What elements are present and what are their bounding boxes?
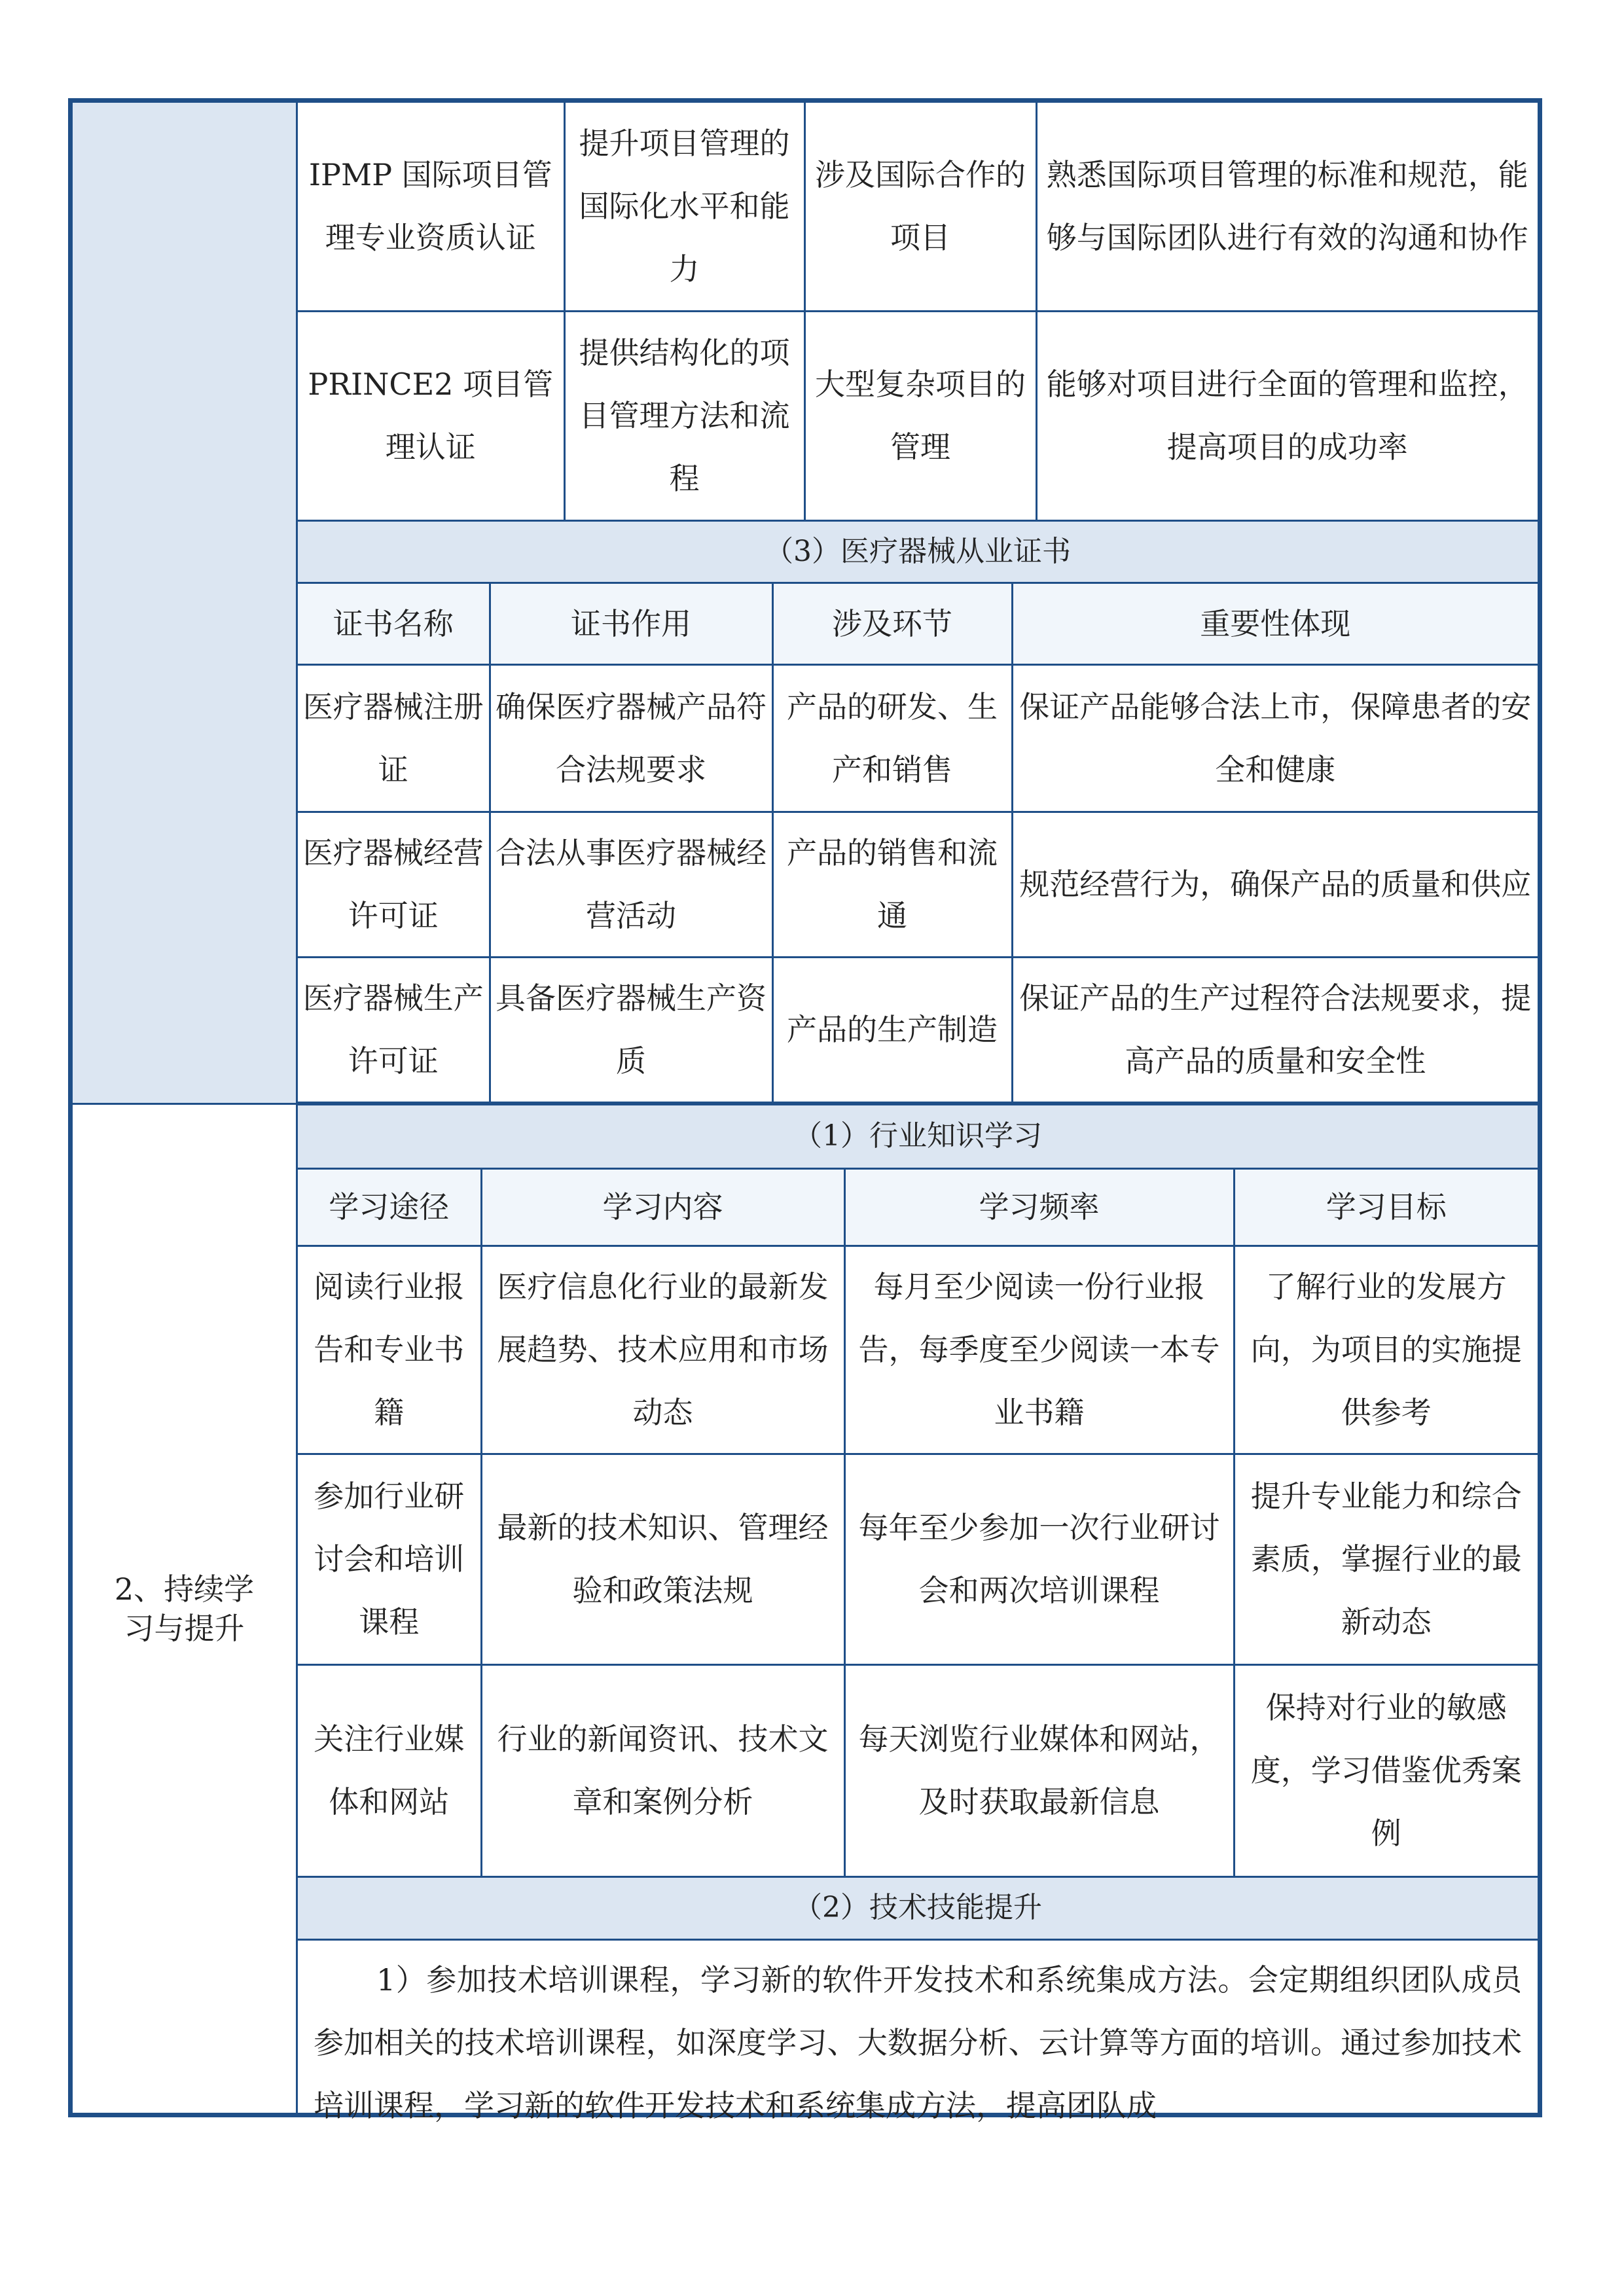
section-band: [298, 1104, 1538, 1168]
table-header-row: [298, 1168, 1538, 1246]
cert-scope: 涉及国际合作的项目: [804, 103, 1036, 311]
table-row: [298, 957, 1538, 1102]
document-frame: [68, 98, 1542, 2123]
learning-content: 行业的新闻资讯、技术文章和案例分析: [481, 1664, 844, 1876]
learning-goal: 了解行业的发展方向，为项目的实施提供参考: [1234, 1246, 1538, 1454]
knowledge-learning-table: [298, 1103, 1538, 1941]
column-header: 重要性体现: [1012, 583, 1538, 664]
left-label-cell-section2: [73, 1105, 296, 2113]
left-label-column: [73, 103, 298, 2113]
content-area: [298, 103, 1538, 2123]
learning-goal: 提升专业能力和综合素质，掌握行业的最新动态: [1234, 1454, 1538, 1664]
cert-name: 医疗器械生产许可证: [298, 957, 490, 1102]
table-row: [298, 1246, 1538, 1454]
skills-paragraph: 1）参加技术培训课程，学习新的软件开发技术和系统集成方法。会定期组织团队成员参加相关的技术培训课程，如深度学习、大数据分析、云计算等方面的培训。通过参加技术培训课程，学习新的软件开发技术和系统集成方法，提高团队成: [314, 1962, 1522, 2123]
cert-name: PRINCE2 项目管理认证: [298, 311, 564, 520]
cert-importance: 能够对项目进行全面的管理和监控，提高项目的成功率: [1036, 311, 1538, 520]
learning-content: 医疗信息化行业的最新发展趋势、技术应用和市场动态: [481, 1246, 844, 1454]
learning-goal: 保持对行业的敏感度，学习借鉴优秀案例: [1234, 1664, 1538, 1876]
learning-way: 参加行业研讨会和培训课程: [298, 1454, 481, 1664]
table-row: [298, 664, 1538, 812]
cert-name: 医疗器械经营许可证: [298, 812, 490, 957]
table-row: [298, 103, 1538, 311]
table-row: [298, 812, 1538, 957]
table-row: [298, 1454, 1538, 1664]
column-header: 证书名称: [298, 583, 490, 664]
cert-name: 医疗器械注册证: [298, 664, 490, 812]
cert-scope: 产品的销售和流通: [772, 812, 1012, 957]
cert-scope: 产品的生产制造: [772, 957, 1012, 1102]
column-header: 证书作用: [490, 583, 772, 664]
cert-importance: 保证产品能够合法上市，保障患者的安全和健康: [1012, 664, 1538, 812]
column-header: 学习目标: [1234, 1168, 1538, 1246]
certification-table-continued: [298, 103, 1538, 522]
table-header-row: [298, 583, 1538, 664]
medical-title: （3）医疗器械从业证书: [298, 522, 1538, 583]
column-header: 学习内容: [481, 1168, 844, 1246]
learning-frequency: 每天浏览行业媒体和网站，及时获取最新信息: [844, 1664, 1234, 1876]
cert-role: 具备医疗器械生产资质: [490, 957, 772, 1102]
column-header: 涉及环节: [772, 583, 1012, 664]
knowledge-title: （1）行业知识学习: [298, 1104, 1538, 1168]
section2-label: 2、持续学习与提升: [114, 1571, 255, 1646]
section-band: [298, 522, 1538, 583]
learning-frequency: 每月至少阅读一份行业报告，每季度至少阅读一本专业书籍: [844, 1246, 1234, 1454]
skills-title: （2）技术技能提升: [298, 1876, 1538, 1939]
cert-role: 提供结构化的项目管理方法和流程: [564, 311, 804, 520]
cert-role: 提升项目管理的国际化水平和能力: [564, 103, 804, 311]
cert-importance: 熟悉国际项目管理的标准和规范，能够与国际团队进行有效的沟通和协作: [1036, 103, 1538, 311]
learning-content: 最新的技术知识、管理经验和政策法规: [481, 1454, 844, 1664]
learning-way: 阅读行业报告和专业书籍: [298, 1246, 481, 1454]
cert-scope: 产品的研发、生产和销售: [772, 664, 1012, 812]
learning-way: 关注行业媒体和网站: [298, 1664, 481, 1876]
learning-frequency: 每年至少参加一次行业研讨会和两次培训课程: [844, 1454, 1234, 1664]
cert-name: IPMP 国际项目管理专业资质认证: [298, 103, 564, 311]
table-row: [298, 311, 1538, 520]
column-header: 学习频率: [844, 1168, 1234, 1246]
cert-role: 确保医疗器械产品符合法规要求: [490, 664, 772, 812]
section-band: [298, 1876, 1538, 1939]
cert-role: 合法从事医疗器械经营活动: [490, 812, 772, 957]
cert-scope: 大型复杂项目的管理: [804, 311, 1036, 520]
table-row: [298, 1664, 1538, 1876]
cert-importance: 保证产品的生产过程符合法规要求，提高产品的质量和安全性: [1012, 957, 1538, 1102]
column-header: 学习途径: [298, 1168, 481, 1246]
cert-importance: 规范经营行为，确保产品的质量和供应: [1012, 812, 1538, 957]
medical-cert-table: [298, 522, 1538, 1103]
left-label-cell-previous: [73, 103, 296, 1105]
